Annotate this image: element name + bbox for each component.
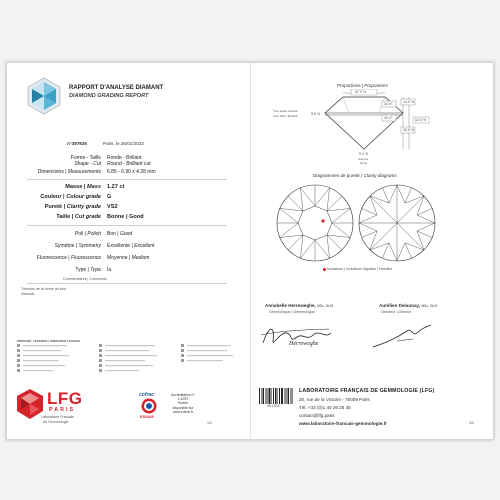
clarity-diagram-pavilion (357, 183, 437, 263)
field-value-symmetry: Excellente | Excellent (107, 243, 155, 249)
field-value-fluorescence: Moyenne | Medium (107, 255, 150, 261)
lfg-logo-city: PARIS (49, 407, 76, 413)
clarity-title: Diagrammes de pureté | Clarity diagrams (313, 173, 397, 178)
center-fold (250, 63, 251, 439)
legend-title: PRÉPARÉ, LÉGENDE | PREPARED LEGEND (17, 339, 80, 343)
proportions-title: Proportions | Proportions (337, 83, 388, 88)
accreditation-text: Accréditation n° 1-6787 Portée disponible sur www.cofrac.fr (171, 393, 195, 414)
report-title-en: DIAMOND GRADING REPORT (69, 93, 149, 99)
field-value-cut: Bonne | Good (107, 214, 144, 220)
grading-report-card (6, 62, 494, 440)
page-number-right: 2/2 (469, 421, 474, 425)
prop-table: 57.0 % (355, 90, 367, 94)
lfg-logo-sub2: de Gemmologie (43, 420, 69, 424)
field-value-type: Ia (107, 267, 112, 273)
report-number: n°397835 (67, 141, 87, 146)
legend-symbols-icon (17, 344, 249, 378)
clarity-diagram-crown (275, 183, 355, 263)
symbol-legend (17, 344, 249, 378)
lab-name: LABORATOIRE FRANÇAIS DE GEMMOLOGIE (LFG) (299, 388, 435, 394)
field-label-shape: Forme - Taille Shape - Cut (70, 155, 101, 167)
signature-name-1: Annabelle Herreweghe, MSc, DUG (265, 303, 334, 308)
handwritten-signature-2 (367, 321, 437, 351)
cofrac-logo-icon (139, 398, 159, 414)
lab-phone: Tél. +33 (0)1 40 26 25 45 (299, 405, 351, 410)
field-value-polish: Bon | Good (107, 231, 133, 237)
field-label-clarity: Pureté | Clarity grade (44, 204, 101, 210)
comments-label: Commentaires | Comments (63, 277, 107, 281)
lab-address: 30, rue de la Victoire - 75009 Paris (299, 397, 370, 402)
prop-culet: 0.4 % (359, 152, 369, 156)
svg-text:Herreweghe: Herreweghe (289, 341, 319, 347)
prop-girdle-note-2: Very thick, faceted (273, 114, 298, 118)
signature-role-2: Directeur | Director (381, 310, 412, 314)
page-number-left: 1/2 (207, 421, 212, 425)
cofrac-essais: ESSAIS (140, 415, 154, 419)
divider (27, 179, 227, 180)
field-value-clarity: VS2 (107, 204, 118, 210)
comments-note-fr: Témoins de la forme du brut (21, 287, 66, 291)
prop-crown-angle: 34.6° (384, 102, 393, 106)
field-label-fluorescence: Fluorescence | Fluorescence (36, 255, 101, 261)
prop-pavilion-depth: 42.5 % (403, 128, 415, 132)
field-label-mass: Masse | Mass (65, 184, 101, 190)
field-label-colour: Couleur | Colour grade (40, 194, 101, 200)
prop-girdle: 5.5 % (311, 112, 321, 116)
prop-crown-height: 14.5 % (403, 100, 415, 104)
field-value-shape: Ronde - Brillant Round - Brilliant cut (107, 155, 151, 167)
prop-total-depth: 62.5 % (415, 118, 427, 122)
field-value-colour: G (107, 194, 112, 200)
lab-email[interactable]: contact@lfg.paris (299, 413, 335, 418)
lab-website[interactable]: www.laboratoire-francais-gemmologie.fr (299, 421, 387, 426)
diamond-logo-icon (25, 77, 63, 115)
field-label-symmetry: Symétrie | Symmetry (54, 243, 101, 249)
field-label-cut: Taille | Cut grade (56, 214, 101, 220)
field-label-polish: Poli | Polish (74, 231, 101, 237)
field-label-dimensions: Dimensions | Measurements (37, 169, 101, 175)
barcode-number: 397835 (267, 405, 280, 409)
report-title-fr: RAPPORT D'ANALYSE DIAMANT (69, 85, 164, 91)
signature-name-2: Aurélien Delaunay, MSc, DUG (379, 303, 438, 308)
cofrac-brand: cofrac (139, 392, 155, 398)
divider (27, 283, 227, 284)
comments-note-en: Naturals (21, 292, 35, 296)
lfg-logo-text: LFG (47, 389, 83, 408)
report-date: Paris, le 26/01/2023 (103, 141, 144, 146)
signature-role-1: Gemmologue | Gemmologist (269, 310, 315, 314)
inclusion-marker-icon (323, 268, 326, 271)
handwritten-signature-1 (259, 321, 335, 351)
divider (27, 225, 227, 226)
prop-culet-en: None (360, 161, 368, 165)
prop-girdle-note-1: Très épais, facetté (273, 109, 298, 113)
field-value-dimensions: 6.85 - 6.90 x 4.28 mm (107, 169, 156, 175)
prop-pavilion-angle: 40.4° (384, 116, 393, 120)
clarity-legend: Inclusions | Inclusions Aiguilles | Needles (323, 267, 392, 271)
field-label-type: Type | Type (75, 267, 101, 273)
prop-culet-fr: Aucune (358, 157, 369, 161)
proportions-diagram (287, 89, 447, 157)
field-value-mass: 1.27 ct (107, 184, 125, 190)
lfg-logo-sub1: Laboratoire Français (41, 415, 74, 419)
